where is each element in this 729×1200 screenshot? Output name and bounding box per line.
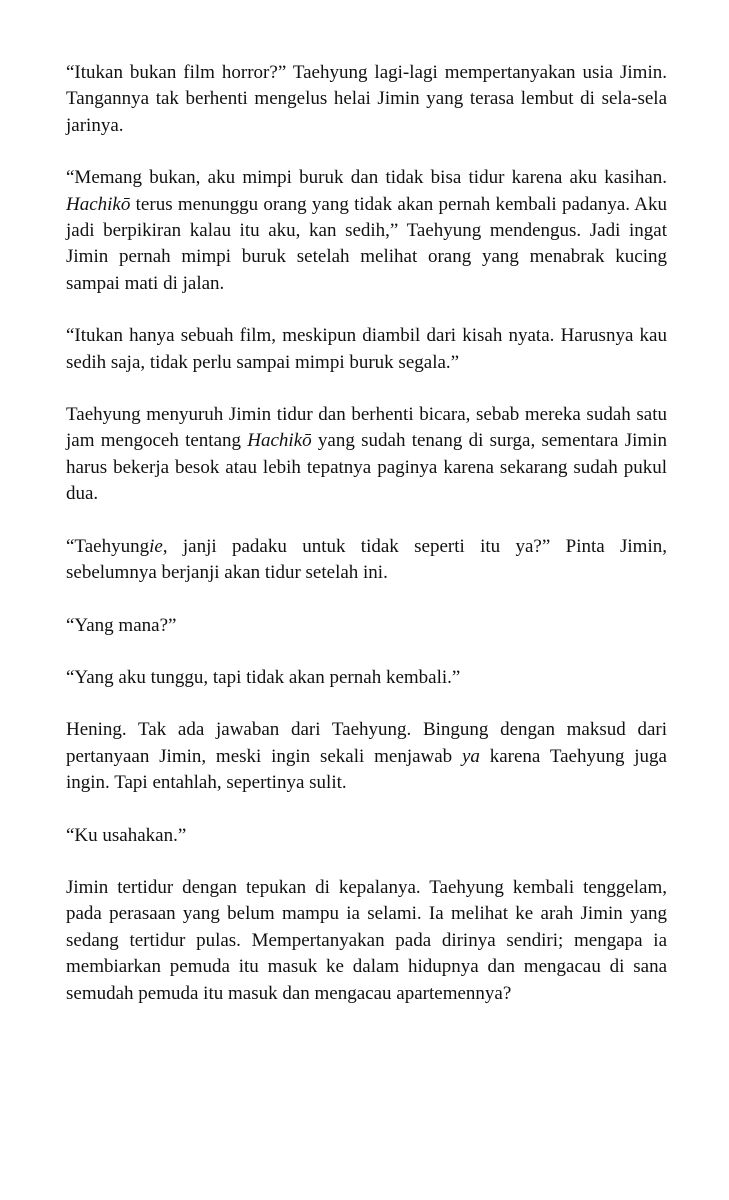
paragraph-text: janji padaku untuk tidak seperti itu ya?” Pinta Jimin, sebelumnya berjanji akan tidur setelah ini. [66,535,667,584]
italic-title-hachiko: Hachikō [66,193,131,215]
paragraph-text: “Yang aku tunggu, tapi tidak akan pernah kembali.” [66,666,461,688]
paragraph-text: “Taehyung [66,535,150,557]
document-page [66,60,667,1033]
paragraph-2 [66,165,667,297]
paragraph-text: “Ku usahakan.” [66,824,187,846]
paragraph-6 [66,613,667,639]
paragraph-4 [66,402,667,508]
italic-suffix-ie: ie, [149,535,168,557]
paragraph-1 [66,60,667,139]
paragraph-text: “Memang bukan, aku mimpi buruk dan tidak bisa tidur karena aku kasihan. [66,167,667,189]
paragraph-7 [66,665,667,691]
paragraph-text: “Itukan bukan film horror?” Taehyung lagi-lagi mempertanyakan usia Jimin. Tangannya tak berhenti mengelus helai Jimin yang terasa lembut di sela-sela jarinya. [66,62,667,136]
paragraph-text: Hening. Tak ada jawaban dari Taehyung. Bingung dengan maksud dari pertanyaan Jimin, meski ingin sekali menjawab [66,719,667,767]
paragraph-text: terus menunggu orang yang tidak akan pernah kembali padanya. Aku jadi berpikiran kalau itu aku, kan sedih,” Taehyung mendengus. Jadi ingat Jimin pernah mimpi buruk setelah melihat orang yang menabrak kucing sampai mati di jalan. [66,193,667,294]
paragraph-text: Taehyung menyuruh Jimin tidur dan berhenti bicara, sebab mereka sudah satu jam mengoceh tentang [66,404,667,452]
paragraph-10 [66,875,667,1007]
italic-title-hachiko: Hachikō [247,430,312,452]
paragraph-text: yang sudah tenang di surga, sementara Jimin harus bekerja besok atau lebih tepatnya paginya karena sekarang sudah pukul dua. [66,430,667,505]
paragraph-text: “Itukan hanya sebuah film, meskipun diambil dari kisah nyata. Harusnya kau sedih saja, tidak perlu sampai mimpi buruk segala.” [66,325,667,373]
paragraph-9 [66,823,667,849]
paragraph-8 [66,717,667,796]
paragraph-text: Jimin tertidur dengan tepukan di kepalanya. Taehyung kembali tenggelam, pada perasaan yang belum mampu ia selami. Ia melihat ke arah Jimin yang sedang tertidur pulas. Mempertanyakan pada dirinya sendiri; mengapa ia membiarkan pemuda itu masuk ke dalam hidupnya dan mengacau di sana semudah pemuda itu masuk dan mengacau apartemennya? [66,876,667,1004]
paragraph-5 [66,534,667,587]
italic-word-ya: ya [462,745,480,767]
paragraph-text: karena Taehyung juga ingin. Tapi entahlah, sepertinya sulit. [66,745,667,794]
paragraph-text: “Yang mana?” [66,614,177,636]
paragraph-3 [66,323,667,376]
